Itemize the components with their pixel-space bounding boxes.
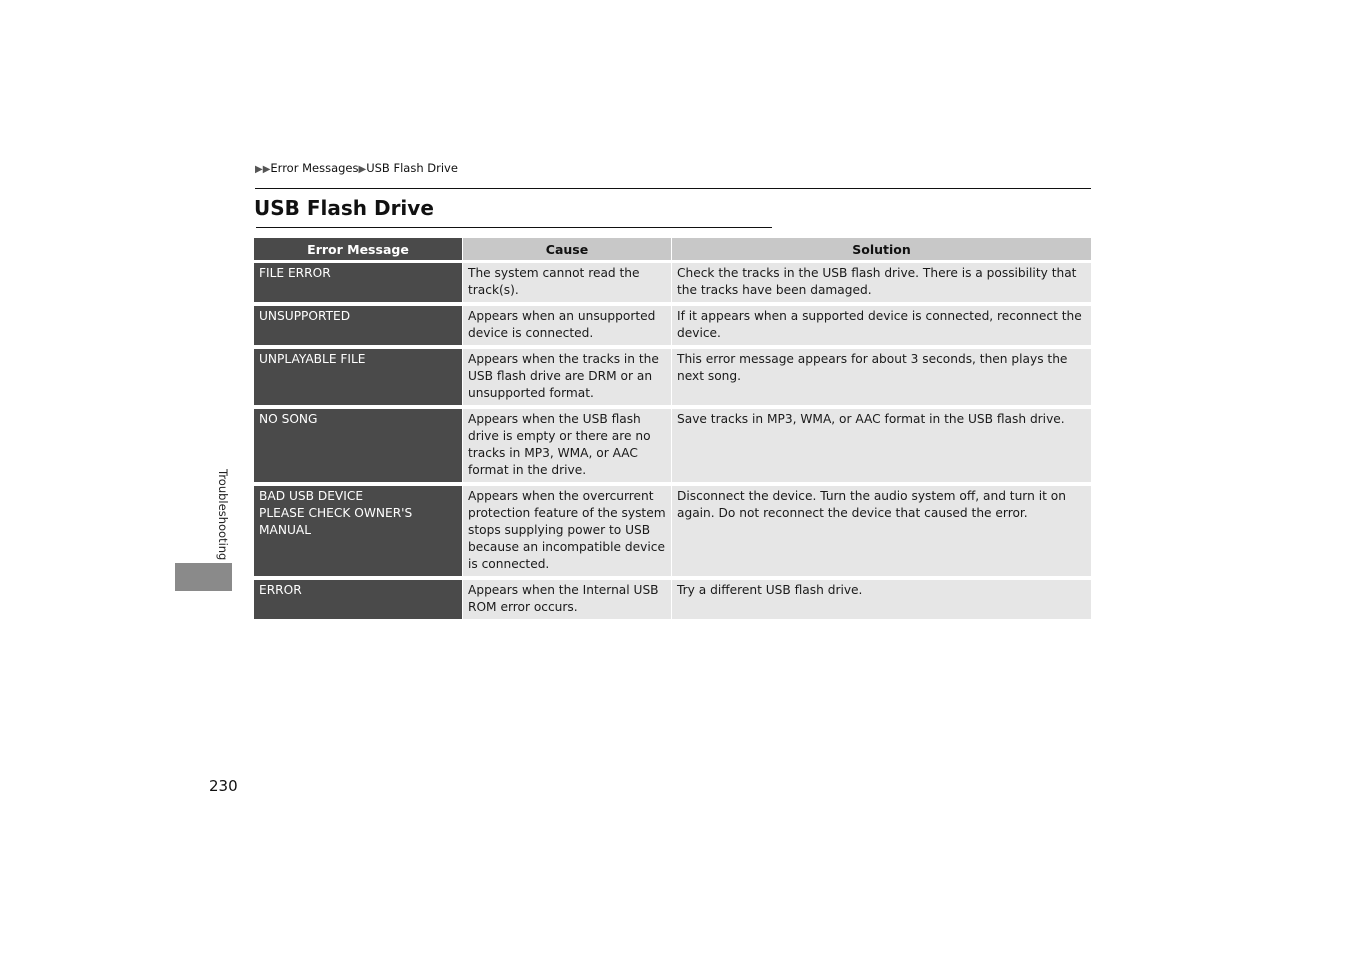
table-row	[254, 580, 1091, 623]
page-title: USB Flash Drive	[254, 196, 434, 220]
page-number: 230	[209, 777, 238, 795]
header-solution: Solution	[672, 238, 1091, 263]
error-message-text: BAD USB DEVICE	[259, 489, 364, 503]
cause-cell: The system cannot read the track(s).	[463, 263, 672, 306]
error-message-cell	[254, 486, 463, 580]
breadcrumb-item-usb-flash-drive: USB Flash Drive	[366, 161, 458, 175]
cause-cell: Appears when the tracks in the USB flash drive are DRM or an unsupported format.	[463, 349, 672, 409]
error-message-text: UNPLAYABLE FILE	[259, 352, 366, 366]
header-cause: Cause	[463, 238, 672, 263]
error-message-text: PLEASE CHECK OWNER'S	[259, 506, 413, 520]
solution-cell: This error message appears for about 3 seconds, then plays the next song.	[672, 349, 1091, 409]
error-message-cell	[254, 349, 463, 409]
cause-cell: Appears when an unsupported device is connected.	[463, 306, 672, 349]
error-message-cell	[254, 580, 463, 623]
header-error-message: Error Message	[254, 238, 463, 263]
solution-cell: Save tracks in MP3, WMA, or AAC format in the USB flash drive.	[672, 409, 1091, 486]
section-tab-label: Troubleshooting	[216, 469, 230, 561]
breadcrumb-arrow-icon: ▶	[262, 164, 271, 175]
error-message-cell	[254, 306, 463, 349]
error-message-text: ERROR	[259, 583, 302, 597]
table-header-row	[254, 238, 1091, 263]
solution-cell: Disconnect the device. Turn the audio system off, and turn it on again. Do not reconnect the device that caused the error.	[672, 486, 1091, 580]
error-message-cell	[254, 263, 463, 306]
cause-cell: Appears when the USB flash drive is empty or there are no tracks in MP3, WMA, or AAC format in the drive.	[463, 409, 672, 486]
table-row	[254, 263, 1091, 306]
solution-cell: If it appears when a supported device is connected, reconnect the device.	[672, 306, 1091, 349]
breadcrumb-arrow-icon: ▶	[358, 164, 367, 175]
table-row	[254, 486, 1091, 580]
breadcrumb	[255, 161, 458, 177]
error-message-table	[254, 238, 1091, 623]
table-row	[254, 306, 1091, 349]
breadcrumb-item-error-messages[interactable]: Error Messages	[270, 161, 359, 175]
error-message-text: NO SONG	[259, 412, 318, 426]
section-tab-marker	[175, 563, 232, 591]
error-message-cell	[254, 409, 463, 486]
solution-cell: Check the tracks in the USB flash drive. There is a possibility that the tracks have been damaged.	[672, 263, 1091, 306]
error-message-text: UNSUPPORTED	[259, 309, 351, 323]
top-divider	[255, 188, 1091, 189]
error-message-text: FILE ERROR	[259, 266, 331, 280]
cause-cell: Appears when the Internal USB ROM error occurs.	[463, 580, 672, 623]
table-row	[254, 409, 1091, 486]
title-underline	[256, 227, 772, 228]
breadcrumb-arrow-icon: ▶	[255, 164, 263, 175]
solution-cell: Try a different USB flash drive.	[672, 580, 1091, 623]
cause-cell: Appears when the overcurrent protection feature of the system stops supplying power to USB because an incompatible device is connected.	[463, 486, 672, 580]
error-message-text: MANUAL	[259, 523, 312, 537]
table-row	[254, 349, 1091, 409]
